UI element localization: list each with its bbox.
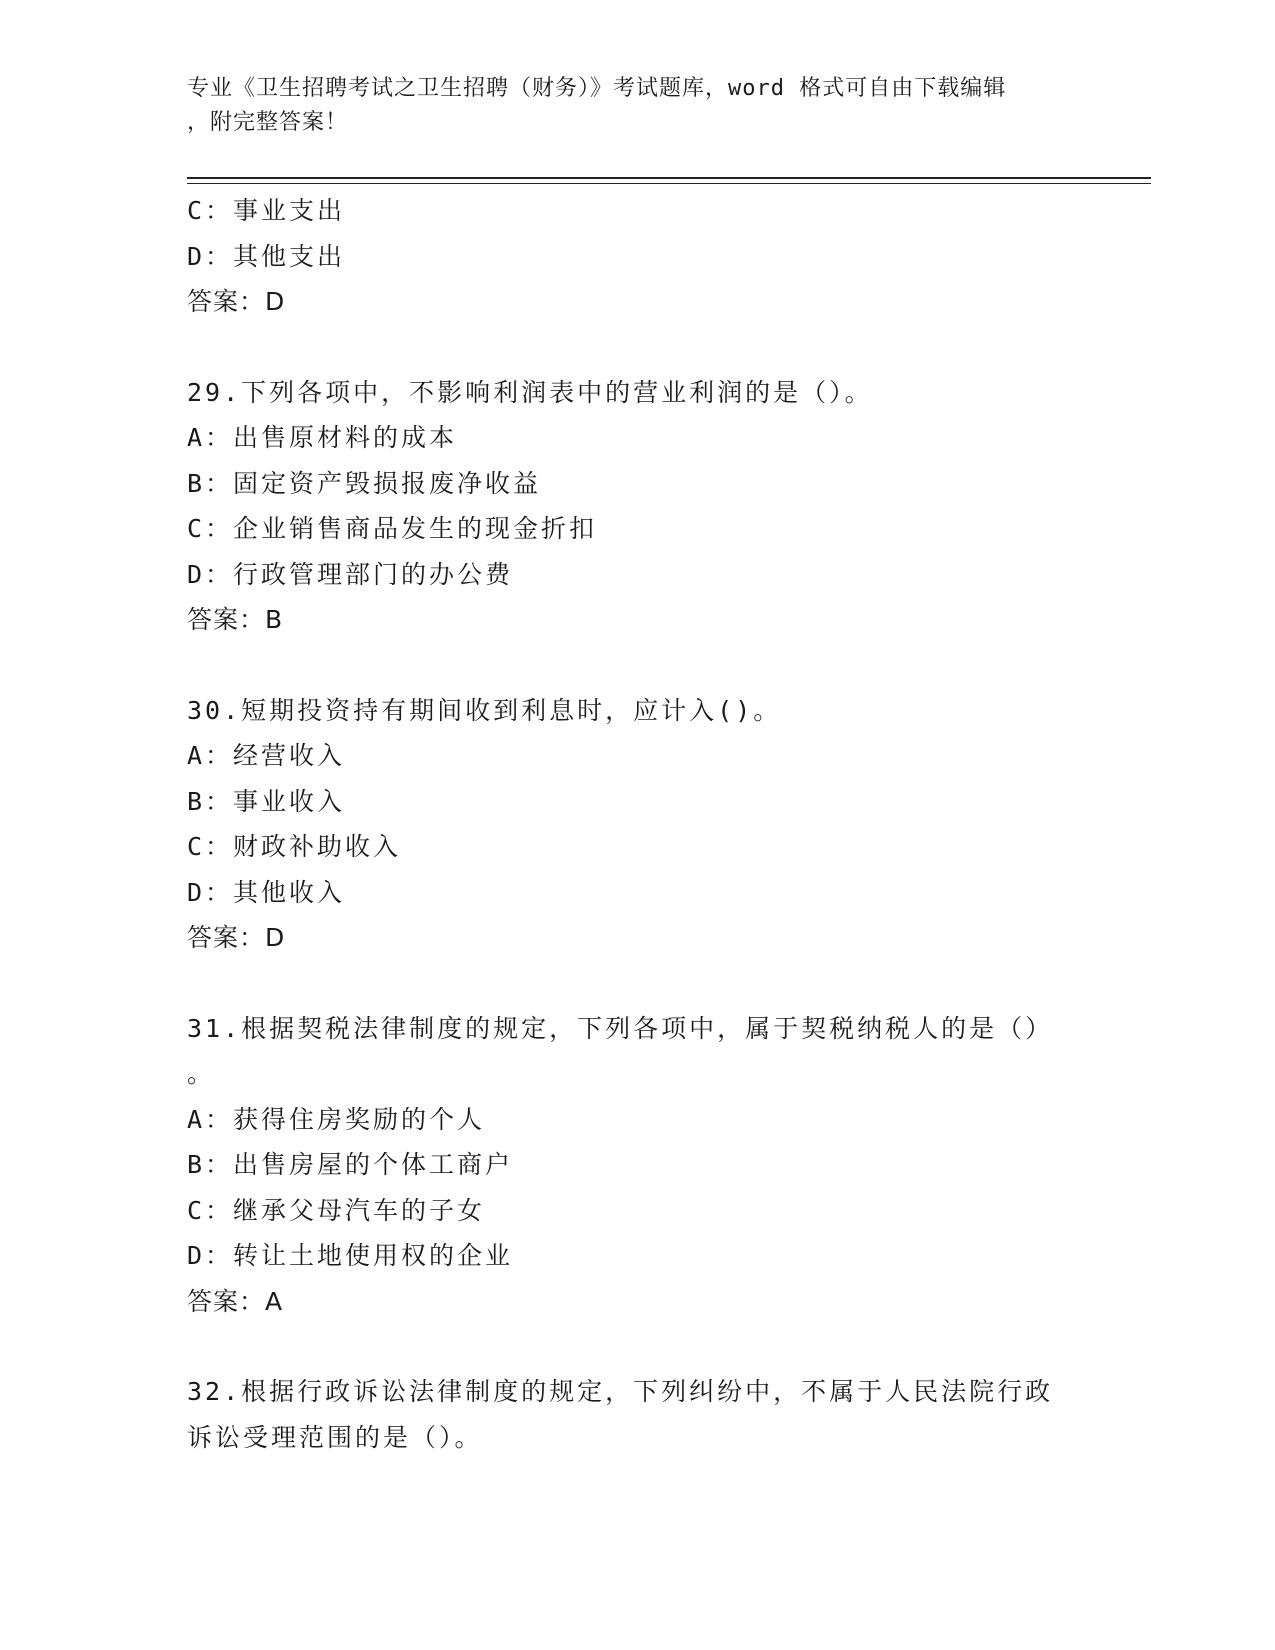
option-d: D：转让土地使用权的企业: [187, 1241, 514, 1270]
header-divider-thick: [187, 177, 1151, 179]
question-stem-line-1: 31.根据契税法律制度的规定，下列各项中，属于契税纳税人的是（）: [187, 1013, 1054, 1043]
spacer: [187, 961, 1087, 1006]
option-a: A：经营收入: [187, 741, 346, 770]
question-list: [187, 188, 1087, 1460]
question-28-continued: [187, 188, 1087, 325]
option-d: D：行政管理部门的办公费: [187, 559, 514, 589]
answer-line: 答案：B: [187, 605, 284, 634]
answer-line: 答案：A: [187, 1286, 284, 1316]
document-header: [187, 72, 1067, 140]
option-c: C：财政补助收入: [187, 832, 402, 861]
question-stem: 29.下列各项中，不影响利润表中的营业利润的是（）。: [187, 377, 873, 407]
header-divider-thin: [187, 183, 1151, 184]
option-d: D：其他支出: [187, 241, 346, 271]
option-c: C：继承父母汽车的子女: [187, 1195, 486, 1225]
question-stem-line-1: 32.根据行政诉讼法律制度的规定，下列纠纷中，不属于人民法院行政: [187, 1377, 1054, 1406]
answer-line: 答案：D: [187, 287, 286, 316]
option-d: D：其他收入: [187, 877, 346, 907]
option-b: B：固定资产毁损报废净收益: [187, 468, 542, 498]
header-title-line-1: 专业《卫生招聘考试之卫生招聘（财务）》考试题库，word 格式可自由下载编辑: [187, 76, 1007, 101]
answer-line: 答案：D: [187, 923, 286, 952]
question-stem: 30.短期投资持有期间收到利息时，应计入()。: [187, 695, 782, 725]
question-stem-line-2: 诉讼受理范围的是（）。: [187, 1422, 483, 1452]
option-a: A：获得住房奖励的个人: [187, 1104, 486, 1134]
question-stem-line-2: 。: [187, 1059, 216, 1088]
question-31: [187, 1006, 1087, 1325]
question-32: [187, 1369, 1087, 1460]
header-title-line-2: ，附完整答案！: [187, 110, 349, 135]
option-c: C：事业支出: [187, 196, 346, 225]
option-b: B：事业收入: [187, 786, 346, 816]
option-b: B：出售房屋的个体工商户: [187, 1150, 514, 1179]
option-c: C：企业销售商品发生的现金折扣: [187, 514, 598, 543]
option-a: A：出售原材料的成本: [187, 423, 458, 452]
spacer: [187, 643, 1087, 688]
question-29: [187, 370, 1087, 643]
question-30: [187, 688, 1087, 961]
spacer: [187, 1324, 1087, 1369]
spacer: [187, 325, 1087, 370]
